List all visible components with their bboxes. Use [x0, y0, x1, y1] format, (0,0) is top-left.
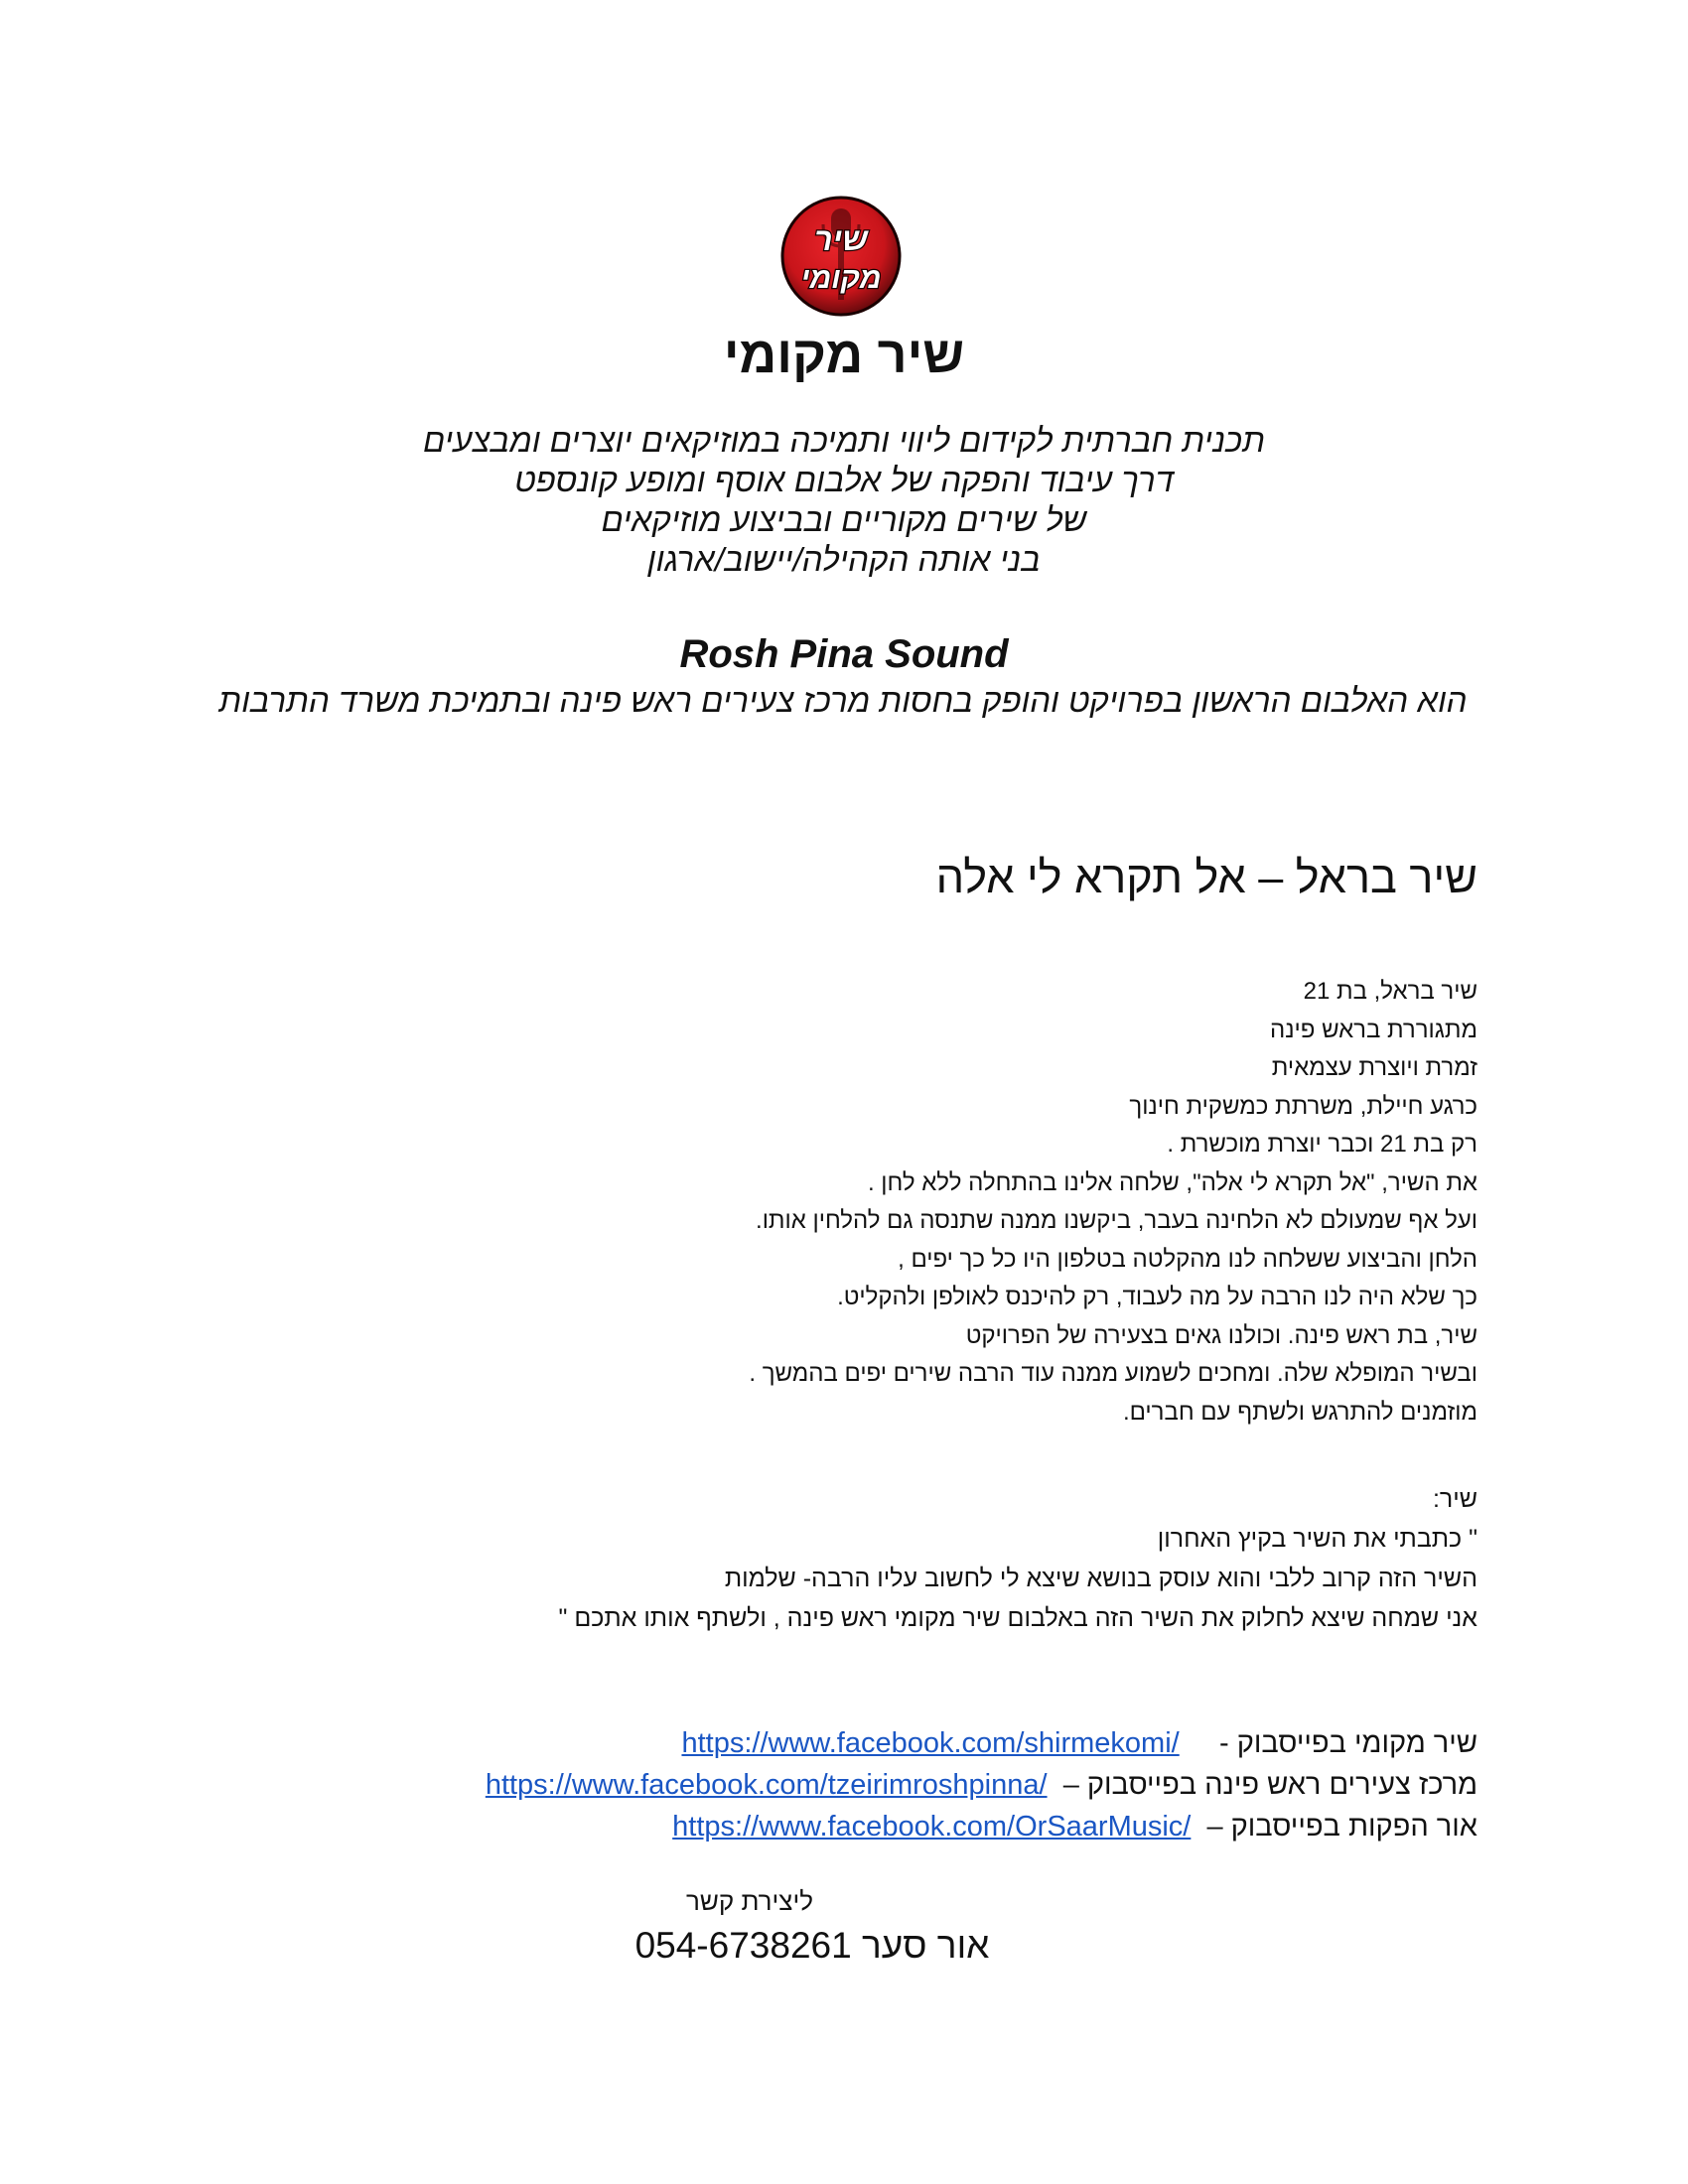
facebook-link-tzeirim[interactable]: https://www.facebook.com/tzeirimroshpinna/ [485, 1769, 1048, 1801]
album-title: Rosh Pina Sound [679, 632, 1009, 676]
tagline-line: דרך עיבוד והפקה של אלבום אוסף ומופע קונספט [514, 462, 1174, 498]
tagline-line: תכנית חברתית לקידום ליווי ותמיכה במוזיקאים יוצרים ומבצעים [422, 422, 1266, 459]
facebook-links [486, 1722, 1477, 1847]
quote-line: " כתבתי את השיר בקיץ האחרון [1157, 1525, 1477, 1553]
shir-mekomi-logo [779, 195, 903, 318]
contact-heading [0, 1884, 1688, 1918]
contact-info [0, 1922, 1688, 1970]
logo-text-line1: שיר [814, 221, 868, 257]
bio-line: ובשיר המופלא שלה. ומחכים לשמוע ממנה עוד הרבה שירים יפים בהמשך . [749, 1360, 1477, 1387]
bio-line: רק בת 21 וכבר יוצרת מוכשרת . [1167, 1131, 1477, 1158]
bio-line: ועל אף שמעולם לא הלחינה בעבר, ביקשנו ממנה שתנסה גם להלחין אותו. [756, 1207, 1477, 1234]
artist-quote [559, 1479, 1478, 1638]
link-row-orsaar [486, 1806, 1477, 1847]
quote-line: שיר: [1432, 1485, 1477, 1513]
bio-line: שיר בראל, בת 21 [1303, 978, 1477, 1005]
facebook-link-orsaar[interactable]: https://www.facebook.com/OrSaarMusic/ [672, 1811, 1192, 1843]
tagline [0, 421, 1688, 580]
song-heading: שיר בראל – אל תקרא לי אלה [935, 852, 1477, 902]
link-label: אור הפקות בפייסבוק – [1206, 1811, 1477, 1843]
bio-line: מתגוררת בראש פינה [1269, 1016, 1477, 1043]
album-description: הוא האלבום הראשון בפרויקט והופק בחסות מרכז צעירים ראש פינה ובתמיכת משרד התרבות [218, 682, 1468, 719]
bio-line: שיר, בת ראש פינה. וכולנו גאים בצעירה של הפרויקט [965, 1321, 1477, 1349]
link-row-shirmekomi [486, 1722, 1477, 1764]
facebook-link-shirmekomi[interactable]: https://www.facebook.com/shirmekomi/ [681, 1727, 1180, 1759]
quote-line: השיר הזה קרוב ללבי והוא עוסק בנושא שיצא לי לחשוב עליו הרבה- שלמות [724, 1565, 1477, 1592]
logo-text-line2: מקומי [800, 262, 882, 295]
bio-line: כך שלא היה לנו הרבה על מה לעבוד, רק להיכנס לאולפן ולהקליט. [837, 1284, 1477, 1310]
page-title: שיר מקומי [723, 327, 965, 384]
contact-person: אור סער 054-6738261 [634, 1925, 990, 1966]
bio-line: את השיר, "אל תקרא לי אלה", שלחה אלינו בהתחלה ללא לחן . [867, 1168, 1477, 1196]
link-label: מרכז צעירים ראש פינה בפייסבוק – [1062, 1769, 1477, 1801]
artist-bio [749, 973, 1477, 1432]
tagline-line: בני אותה הקהילה/יישוב/ארגון [647, 541, 1041, 578]
bio-line: כרגע חיילת, משרתת כמשקית חינוך [1129, 1092, 1477, 1120]
bio-line: מוזמנים להתרגש ולשתף עם חברים. [1122, 1398, 1477, 1426]
bio-line: הלחן והביצוע ששלחה לנו מהקלטה בטלפון היו כל כך יפים , [898, 1245, 1477, 1273]
link-row-tzeirim [486, 1764, 1477, 1806]
bio-line: זמרת ויוצרת עצמאית [1271, 1054, 1477, 1081]
link-label: שיר מקומי בפייסבוק - [1219, 1727, 1477, 1759]
quote-line: אני שמחה שיצא לחלוק את השיר הזה באלבום שיר מקומי ראש פינה , ולשתף אותו אתכם " [558, 1604, 1477, 1632]
contact-label: ליצירת קשר [686, 1886, 813, 1916]
tagline-line: של שירים מקוריים ובביצוע מוזיקאים [601, 501, 1087, 538]
